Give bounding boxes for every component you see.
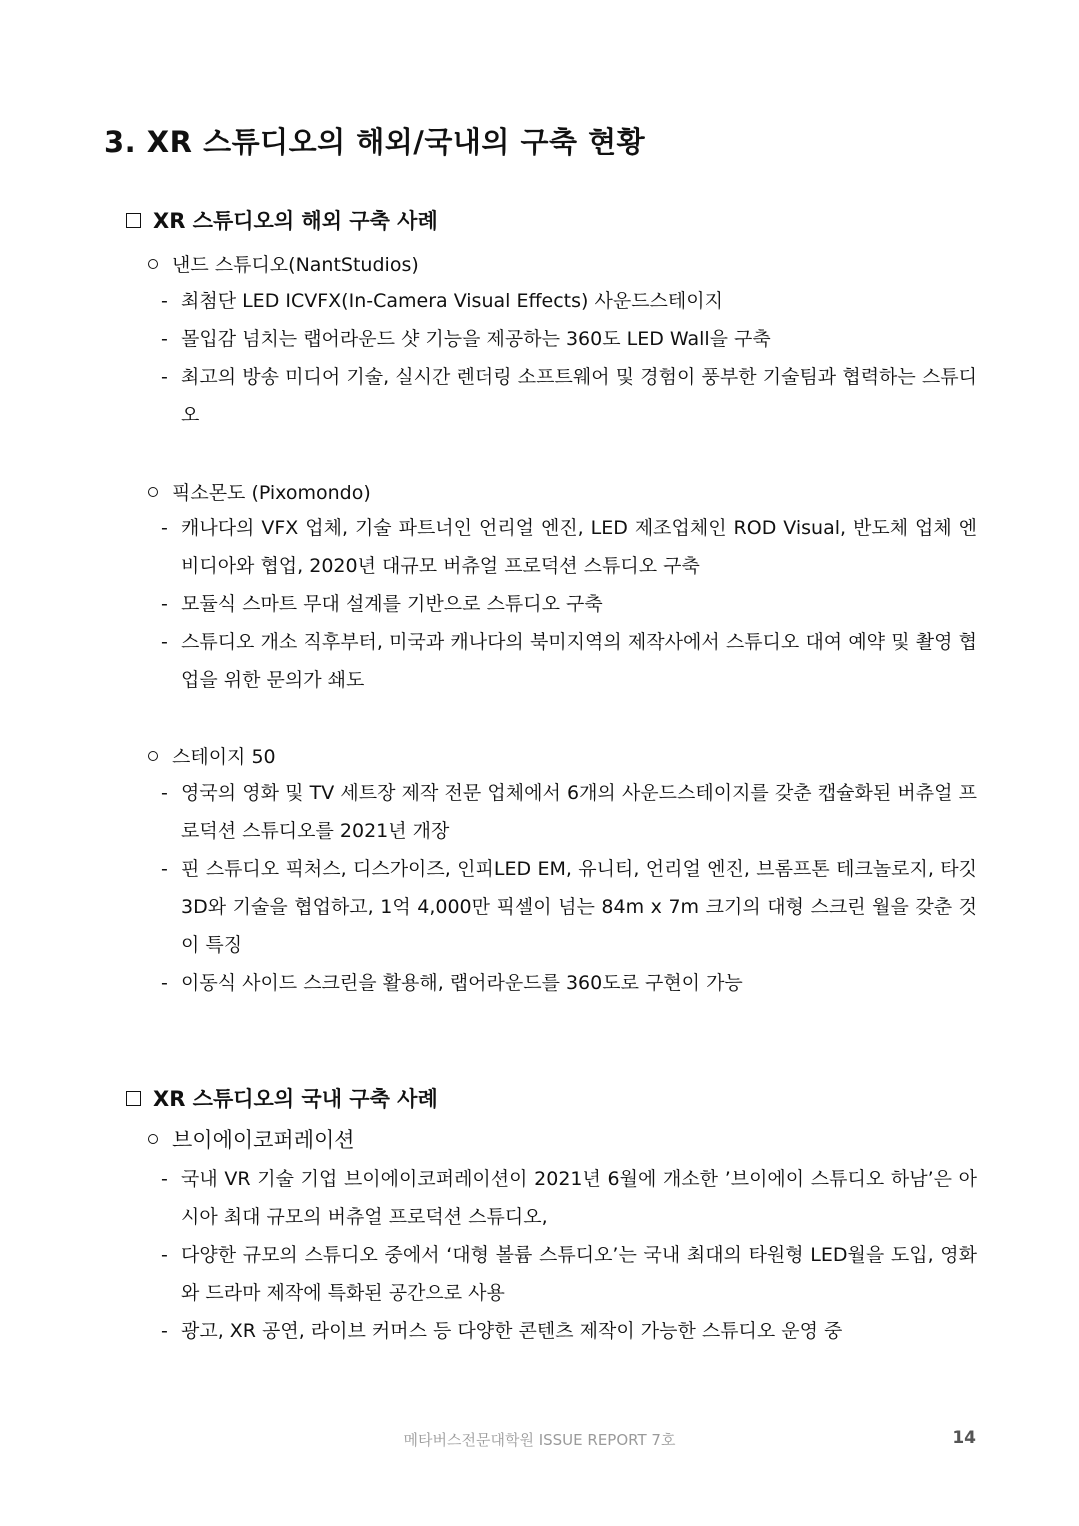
list-item-text: 최첨단 LED ICVFX(In-Camera Visual Effects) 사운드스테이지 — [181, 290, 723, 312]
item-title-text: 스테이지 50 — [172, 746, 276, 768]
list-item — [161, 1236, 977, 1312]
dash-bullet-icon: - — [161, 1244, 168, 1266]
dash-bullet-icon: - — [161, 517, 168, 539]
circle-bullet-icon — [148, 751, 158, 761]
circle-bullet-icon — [148, 259, 158, 269]
item-title-vacorporation — [148, 1124, 355, 1154]
list-item-text: 모듈식 스마트 무대 설계를 기반으로 스튜디오 구축 — [181, 593, 603, 615]
list-item-text: 핀 스튜디오 픽처스, 디스가이즈, 인피LED EM, 유니티, 언리얼 엔진, 브롬프톤 테크놀로지, 타깃3D와 기술을 협업하고, 1억 4,000만 픽셀이 넘는 84m x 7m 크기의 대형 스크린 월을 갖춘 것이 특징 — [181, 858, 977, 956]
list-item — [161, 623, 977, 699]
list-item-text: 스튜디오 개소 직후부터, 미국과 캐나다의 북미지역의 제작사에서 스튜디오 대여 예약 및 촬영 협업을 위한 문의가 쇄도 — [181, 631, 977, 691]
item-title-stage50 — [148, 742, 276, 769]
item-title-pixomondo — [148, 478, 371, 505]
dash-bullet-icon: - — [161, 1320, 168, 1342]
footer-report-title: 메타버스전문대학원 ISSUE REPORT 7호 — [403, 1431, 676, 1449]
list-item — [161, 585, 977, 623]
list-item-text: 광고, XR 공연, 라이브 커머스 등 다양한 콘텐츠 제작이 가능한 스튜디오 운영 중 — [181, 1320, 843, 1342]
dash-bullet-icon: - — [161, 1168, 168, 1190]
list-item — [161, 509, 977, 585]
dash-bullet-icon: - — [161, 782, 168, 804]
list-item-text: 다양한 규모의 스튜디오 중에서 ‘대형 볼륨 스튜디오’는 국내 최대의 타원형 LED월을 도입, 영화와 드라마 제작에 특화된 공간으로 사용 — [181, 1244, 977, 1304]
list-item — [161, 358, 977, 434]
list-item — [161, 964, 977, 1002]
dash-bullet-icon: - — [161, 593, 168, 615]
dash-bullet-icon: - — [161, 858, 168, 880]
item-title-text: 픽소몬도 (Pixomondo) — [172, 482, 371, 504]
list-item-text: 국내 VR 기술 기업 브이에이코퍼레이션이 2021년 6월에 개소한 ’브이에이 스튜디오 하남’은 아시아 최대 규모의 버츄얼 프로덕션 스튜디오, — [181, 1168, 977, 1228]
item-title-text: 낸드 스튜디오(NantStudios) — [172, 254, 419, 276]
item-title-text: 브이에이코퍼레이션 — [172, 1128, 355, 1152]
list-item-text: 이동식 사이드 스크린을 활용해, 랩어라운드를 360도로 구현이 가능 — [181, 972, 743, 994]
circle-bullet-icon — [148, 1134, 158, 1144]
checkbox-icon — [126, 1091, 141, 1106]
dash-bullet-icon: - — [161, 366, 168, 388]
list-item — [161, 774, 977, 850]
dash-bullet-icon: - — [161, 631, 168, 653]
section-heading-overseas — [126, 205, 438, 235]
dash-bullet-icon: - — [161, 972, 168, 994]
list-item — [161, 1160, 977, 1236]
list-item — [161, 320, 977, 358]
list-item — [161, 282, 977, 320]
list-item-text: 몰입감 넘치는 랩어라운드 샷 기능을 제공하는 360도 LED Wall을 구축 — [181, 328, 771, 350]
dash-bullet-icon: - — [161, 290, 168, 312]
list-item-text: 영국의 영화 및 TV 세트장 제작 전문 업체에서 6개의 사운드스테이지를 갖춘 캡슐화된 버츄얼 프로덕션 스튜디오를 2021년 개장 — [181, 782, 977, 842]
list-item — [161, 1312, 977, 1350]
list-item — [161, 850, 977, 964]
item-title-nantstudios — [148, 250, 419, 277]
page-number: 14 — [952, 1428, 976, 1448]
section-heading-overseas-text: XR 스튜디오의 해외 구축 사례 — [153, 209, 438, 233]
section-heading-domestic-text: XR 스튜디오의 국내 구축 사례 — [153, 1087, 438, 1111]
list-item-text: 캐나다의 VFX 업체, 기술 파트너인 언리얼 엔진, LED 제조업체인 ROD Visual, 반도체 업체 엔비디아와 협업, 2020년 대규모 버츄얼 프로덕션 스튜디오 구축 — [181, 517, 977, 577]
circle-bullet-icon — [148, 487, 158, 497]
section-heading-domestic — [126, 1083, 438, 1113]
list-item-text: 최고의 방송 미디어 기술, 실시간 렌더링 소프트웨어 및 경험이 풍부한 기술팀과 협력하는 스튜디오 — [181, 366, 977, 426]
dash-bullet-icon: - — [161, 328, 168, 350]
checkbox-icon — [126, 213, 141, 228]
page-title: 3. XR 스튜디오의 해외/국내의 구축 현황 — [104, 125, 646, 159]
